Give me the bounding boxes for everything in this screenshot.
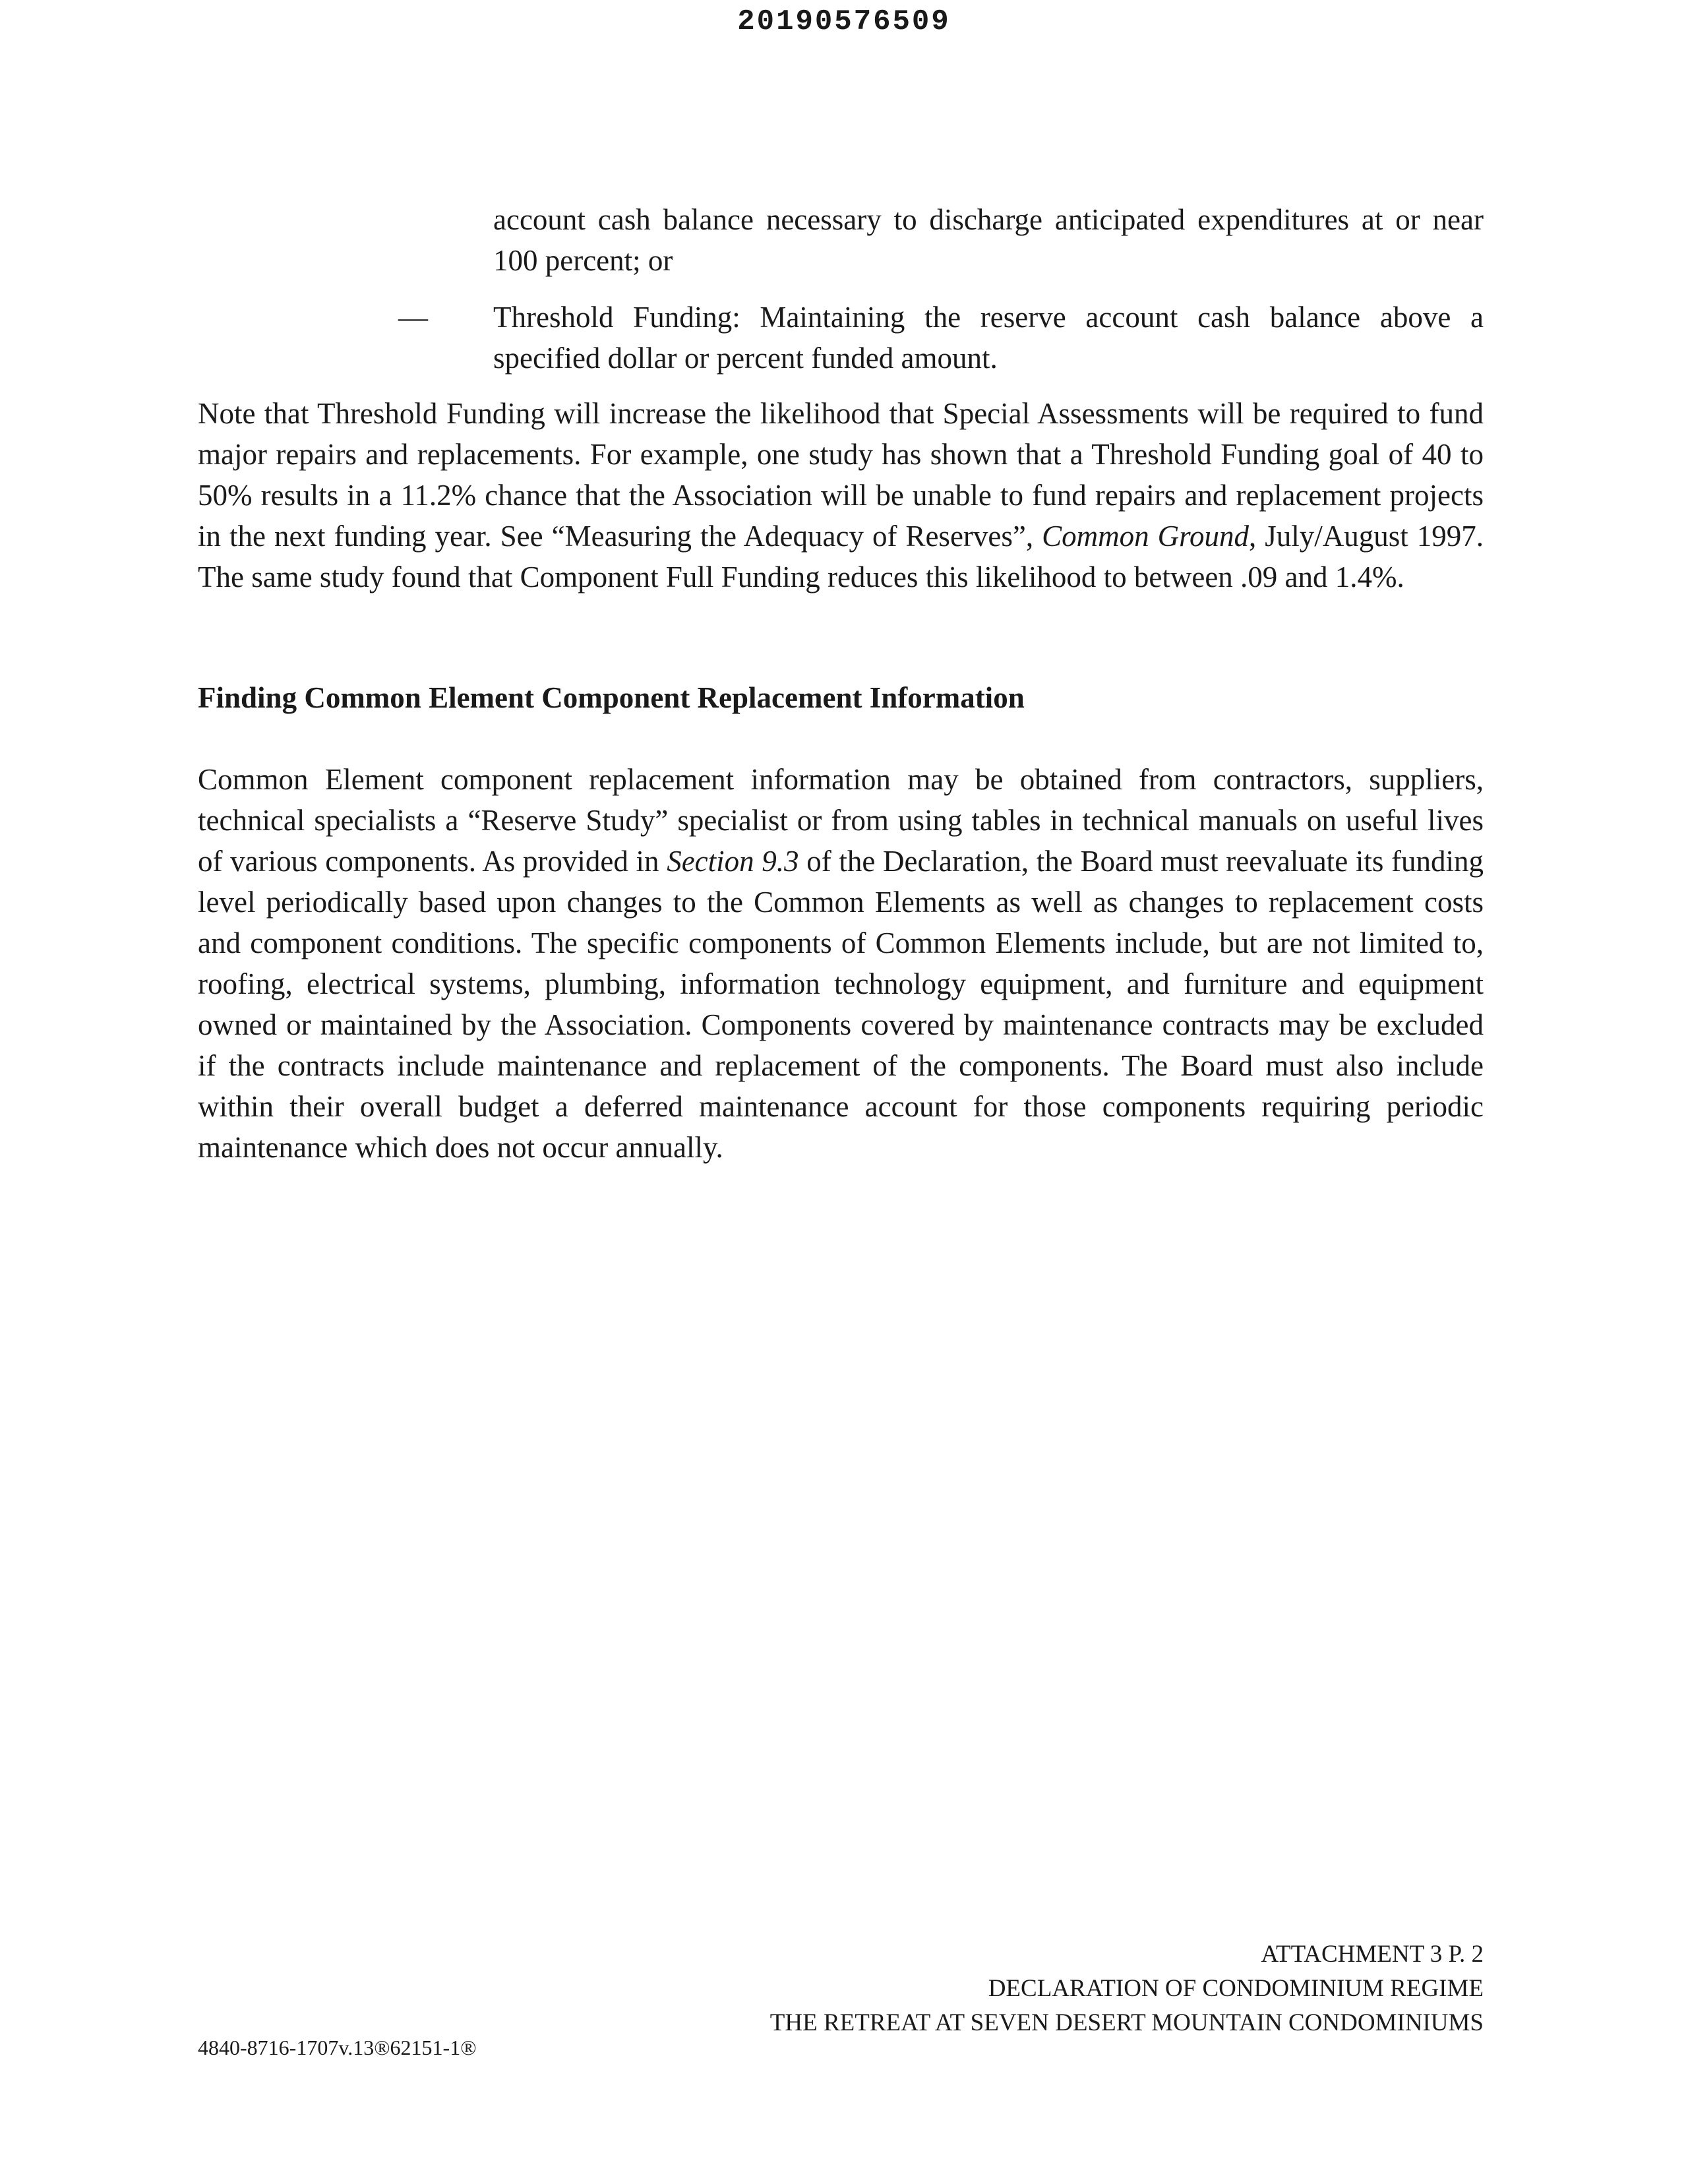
note-text-part1: Note that Threshold Funding will increase the likelihood that Special Assessments will be required to fund major repairs and replacements. For example, one study has shown that a Threshold Funding goal of 40 to 50% results in a 11.2% chance that the Association will be unable to fund repairs and replacement projects in the next funding year. See “Measuring the Adequacy of Reserves”, [198, 397, 1484, 553]
footer-property-line: THE RETREAT AT SEVEN DESERT MOUNTAIN CONDOMINIUMS [769, 2009, 1484, 2036]
section-ref-italic: Section 9.3 [667, 845, 799, 878]
footer-attachment-line: ATTACHMENT 3 P. 2 [1261, 1941, 1484, 1968]
list-item-continued: account cash balance necessary to discharge anticipated expenditures at or near 100 percent; or [493, 203, 1484, 277]
footer-document-id: 4840-8716-1707v.13®62151-1® [198, 2036, 477, 2059]
document-number: 20190576509 [737, 5, 951, 38]
note-source-italic: Common Ground [1042, 520, 1249, 553]
section-text-part1: Common Element component replacement information may be obtained from contractors, suppliers, technical specialists a “Reserve Study” specialist or from using tables in technical manuals on useful lives of various components. As provided in [198, 763, 1484, 878]
list-item-threshold-funding: Threshold Funding: Maintaining the reserve account cash balance above a specified dollar or percent funded amount. [493, 301, 1484, 375]
section-text-part2: of the Declaration, the Board must reevaluate its funding level periodically based upon changes to the Common Elements as well as changes to replacement costs and component conditions. The specific components of Common Elements include, but are not limited to, roofing, electrical systems, plumbing, information technology equipment, and furniture and equipment owned or maintained by the Association. Components covered by maintenance contracts may be excluded if the contracts include maintenance and replacement of the components. The Board must also include within their overall budget a deferred maintenance account for those components requiring periodic maintenance which does not occur annually. [198, 845, 1484, 1164]
dash-bullet: — [398, 301, 428, 334]
note-text-part2: , July/August 1997. The same study found that Component Full Funding reduces this likelihood to between .09 and 1.4%. [198, 520, 1484, 593]
note-paragraph [198, 393, 1484, 597]
footer-declaration-line: DECLARATION OF CONDOMINIUM REGIME [988, 1975, 1484, 2002]
section-paragraph [198, 759, 1484, 1168]
page-footer [770, 1937, 1484, 2040]
section-heading: Finding Common Element Component Replacement Information [198, 681, 1025, 714]
